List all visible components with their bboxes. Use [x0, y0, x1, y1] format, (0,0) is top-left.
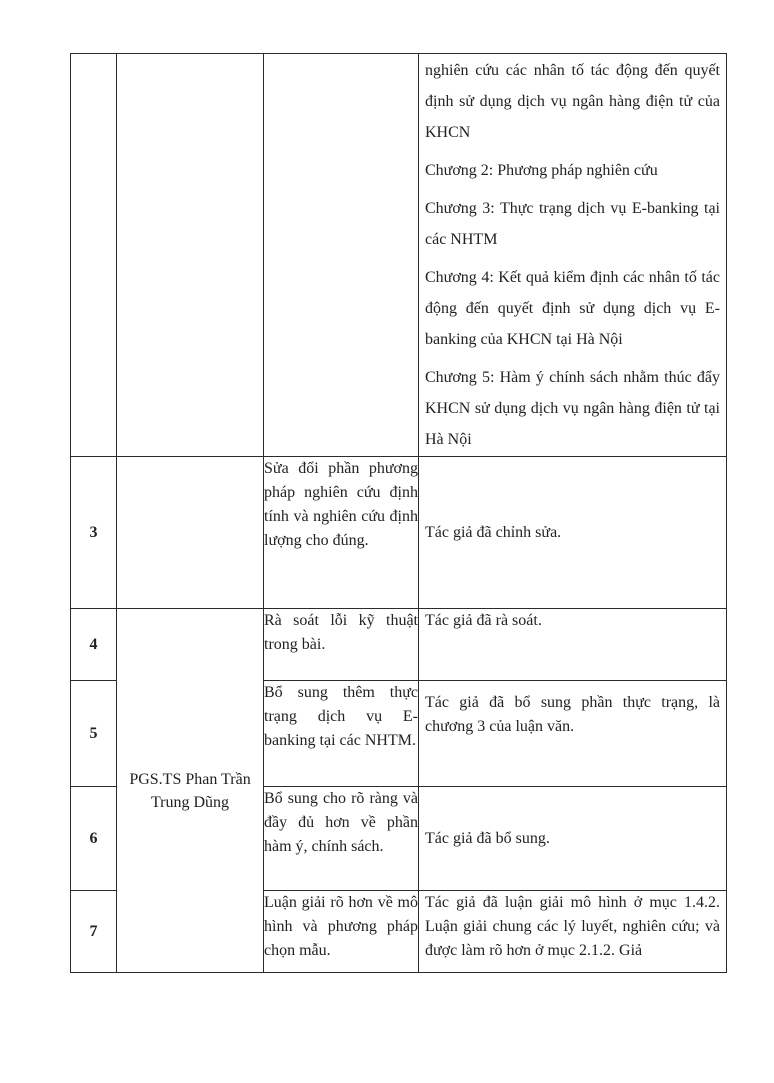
row-number: 7 [71, 891, 117, 973]
request-cell [264, 54, 419, 457]
response-cell [419, 787, 727, 891]
response-text: Tác giả đã rà soát. [425, 612, 542, 629]
request-text: Bổ sung cho rõ ràng và đầy đủ hơn về phần hàm ý, chính sách. [264, 787, 419, 891]
response-chapter-2: Chương 2: Phương pháp nghiên cứu [425, 162, 658, 179]
row-number: 5 [71, 681, 117, 787]
response-cell [419, 609, 727, 681]
revision-table [70, 53, 727, 973]
row-number: 4 [71, 609, 117, 681]
response-cell [419, 54, 727, 457]
request-text: Bổ sung thêm thực trạng dịch vụ E-banking tại các NHTM. [264, 681, 419, 787]
response-text: Tác giả đã bổ sung. [425, 829, 550, 847]
row-number-cell [71, 54, 117, 457]
response-chapter-5: Chương 5: Hàm ý chính sách nhằm thúc đẩy KHCN sử dụng dịch vụ ngân hàng điện tử tại Hà Nội [425, 369, 720, 448]
table-row [71, 457, 727, 609]
reviewer-name: PGS.TS Phan Trần Trung Dũng [129, 770, 251, 811]
response-cell [419, 681, 727, 787]
row-number: 3 [71, 457, 117, 609]
response-text: Tác giả đã chỉnh sửa. [425, 523, 562, 541]
row-number: 6 [71, 787, 117, 891]
response-intro: nghiên cứu các nhân tố tác động đến quyết định sử dụng dịch vụ ngân hàng điện tử của KHCN [425, 62, 720, 141]
response-chapter-4: Chương 4: Kết quả kiểm định các nhân tố tác động đến quyết định sử dụng dịch vụ E-banking của KHCN tại Hà Nội [425, 269, 720, 348]
reviewer-cell [117, 609, 264, 973]
response-chapter-3: Chương 3: Thực trạng dịch vụ E-banking tại các NHTM [425, 200, 720, 248]
response-cell [419, 457, 727, 609]
reviewer-cell-blank [117, 457, 264, 609]
table-row [71, 609, 727, 681]
request-text: Sửa đổi phần phương pháp nghiên cứu định tính và nghiên cứu định lượng cho đúng. [264, 457, 419, 609]
response-cell [419, 891, 727, 973]
table-row-continuation [71, 54, 727, 457]
request-text: Luận giải rõ hơn về mô hình và phương pháp chọn mẫu. [264, 891, 419, 973]
response-text: Tác giả đã bổ sung phần thực trạng, là chương 3 của luận văn. [425, 694, 720, 735]
reviewer-cell-top [117, 54, 264, 457]
response-text: Tác giả đã luận giải mô hình ở mục 1.4.2. Luận giải chung các lý luyết, nghiên cứu; và được làm rõ hơn ở mục 2.1.2. Giả [425, 894, 720, 959]
request-text: Rà soát lỗi kỹ thuật trong bài. [264, 609, 419, 681]
